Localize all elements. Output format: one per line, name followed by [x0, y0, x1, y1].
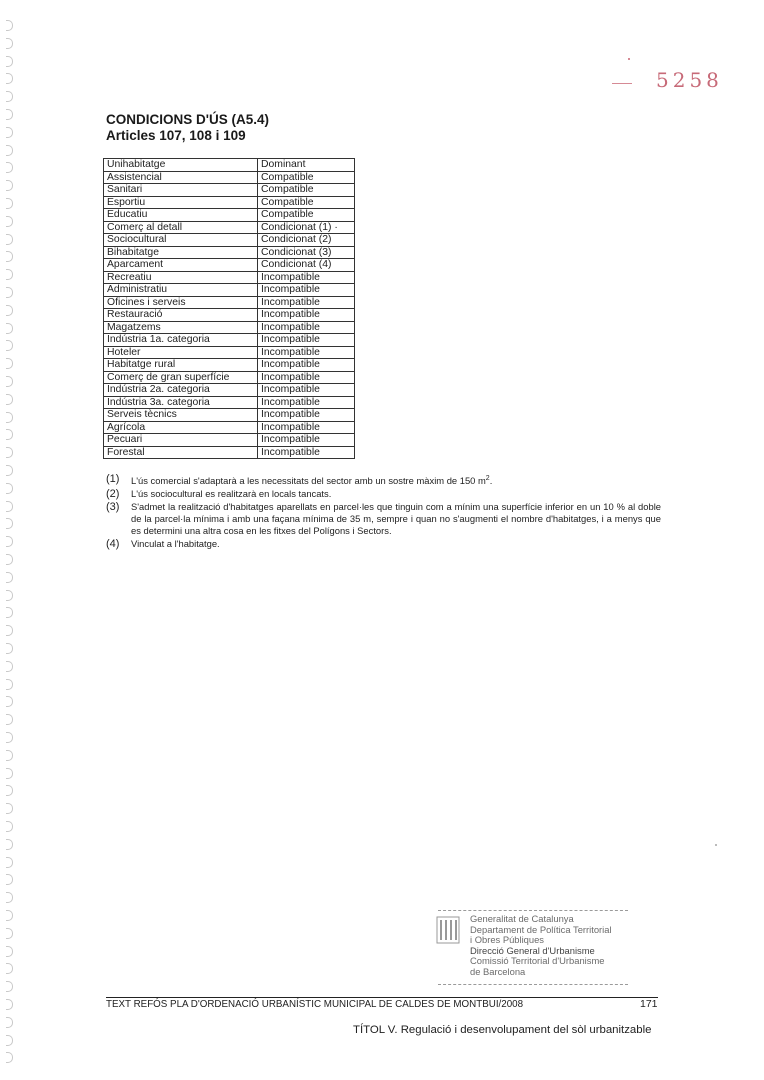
binder-hole: [6, 376, 13, 387]
binder-hole: [6, 892, 13, 903]
binder-hole: [6, 91, 13, 102]
section-heading: [106, 112, 269, 144]
use-name-cell: Habitatge rural: [104, 359, 258, 372]
use-name-cell: Restauració: [104, 309, 258, 322]
use-status-cell: Incompatible: [258, 409, 355, 422]
binder-hole: [6, 714, 13, 725]
chapter-title: TÍTOL V. Regulació i desenvolupament del sòl urbanitzable: [353, 1024, 652, 1036]
table-row: [104, 434, 355, 447]
binder-hole: [6, 145, 13, 156]
footnote: [106, 473, 661, 487]
use-name-cell: Indústria 3a. categoria: [104, 396, 258, 409]
stamp-line: Generalitat de Catalunya: [470, 913, 574, 924]
footnote-text: L'ús comercial s'adaptarà a les necessitats del sector amb un sostre màxim de 150 $m^2$.: [131, 475, 493, 487]
table-row: [104, 334, 355, 347]
binder-hole: [6, 1017, 13, 1028]
use-status-cell: Incompatible: [258, 384, 355, 397]
use-status-cell: Compatible: [258, 184, 355, 197]
use-status-cell: Dominant: [258, 159, 355, 172]
use-status-cell: Compatible: [258, 196, 355, 209]
binder-hole: [6, 910, 13, 921]
use-name-cell: Administratiu: [104, 284, 258, 297]
stamp-line: de Barcelona: [470, 965, 526, 977]
table-row: [104, 234, 355, 247]
use-status-cell: Incompatible: [258, 446, 355, 459]
use-name-cell: Esportiu: [104, 196, 258, 209]
footnotes: [106, 473, 661, 551]
table-row: [104, 371, 355, 384]
use-status-cell: Condicionat (4): [258, 259, 355, 272]
use-name-cell: Sanitari: [104, 184, 258, 197]
use-status-cell: Incompatible: [258, 309, 355, 322]
binder-hole: [6, 643, 13, 654]
binder-hole: [6, 447, 13, 458]
use-status-cell: Incompatible: [258, 321, 355, 334]
use-status-cell: Incompatible: [258, 271, 355, 284]
table-row: [104, 271, 355, 284]
table-row: [104, 196, 355, 209]
use-status-cell: Incompatible: [258, 284, 355, 297]
footnote: [106, 538, 661, 550]
binder-hole: [6, 127, 13, 138]
table-row: [104, 384, 355, 397]
use-name-cell: Indústria 1a. categoria: [104, 334, 258, 347]
binder-hole: [6, 180, 13, 191]
binder-hole: [6, 465, 13, 476]
use-status-cell: Incompatible: [258, 359, 355, 372]
footnote-text: L'ús sociocultural es realitzarà en locals tancats.: [131, 488, 332, 500]
stamp-text: [470, 914, 612, 978]
stamp-top-border: [438, 910, 628, 911]
registry-stamp-number: 5258: [656, 68, 723, 92]
use-status-cell: Compatible: [258, 171, 355, 184]
footnote-number: (1): [106, 473, 120, 485]
table-row: [104, 409, 355, 422]
binder-hole: [6, 732, 13, 743]
stamp-line: Direcció General d'Urbanisme: [470, 944, 595, 956]
use-status-cell: Incompatible: [258, 346, 355, 359]
scan-speck: [715, 844, 717, 846]
stamp-mark: [628, 58, 630, 60]
footnote-number: (2): [106, 488, 120, 501]
table-row: [104, 396, 355, 409]
footnote-text: S'admet la realització d'habitatges aparellats en parcel·les que tinguin com a mínim una superfície inferior en un 10 % al doble de la parcel·la mínima i amb una façana mínima de 35 m, sempre i quan no s'augmenti el nombre d'habitatges, i a menys que es determini una altra cosa en les fitxes del Polígons i Sectors.: [131, 501, 661, 537]
uses-table: [103, 158, 355, 459]
use-name-cell: Unihabitatge: [104, 159, 258, 172]
binder-hole: [6, 1052, 13, 1063]
table-row: [104, 296, 355, 309]
table-row: [104, 184, 355, 197]
binder-hole: [6, 394, 13, 405]
footnote: [106, 501, 661, 537]
binder-hole: [6, 340, 13, 351]
use-name-cell: Sociocultural: [104, 234, 258, 247]
binder-hole: [6, 607, 13, 618]
use-status-cell: Incompatible: [258, 371, 355, 384]
binder-hole: [6, 73, 13, 84]
use-status-cell: Condicionat (3): [258, 246, 355, 259]
binder-hole: [6, 981, 13, 992]
stamp-bottom-border: [438, 984, 628, 985]
use-name-cell: Assistencial: [104, 171, 258, 184]
stamp-line: Departament de Política Territorial: [470, 923, 612, 935]
use-name-cell: Indústria 2a. categoria: [104, 384, 258, 397]
generalitat-coat-of-arms-icon: [436, 916, 460, 946]
use-name-cell: Recreatiu: [104, 271, 258, 284]
binder-hole: [6, 590, 13, 601]
use-name-cell: Forestal: [104, 446, 258, 459]
table-row: [104, 171, 355, 184]
binder-hole: [6, 501, 13, 512]
binder-hole: [6, 287, 13, 298]
binder-holes: [6, 20, 16, 1070]
use-status-cell: Incompatible: [258, 434, 355, 447]
binder-hole: [6, 661, 13, 672]
binder-hole: [6, 625, 13, 636]
binder-hole: [6, 928, 13, 939]
binder-hole: [6, 251, 13, 262]
binder-hole: [6, 821, 13, 832]
use-name-cell: Magatzems: [104, 321, 258, 334]
binder-hole: [6, 56, 13, 67]
use-status-cell: Condicionat (1) ·: [258, 221, 355, 234]
table-row: [104, 309, 355, 322]
binder-hole: [6, 483, 13, 494]
table-row: [104, 259, 355, 272]
binder-hole: [6, 696, 13, 707]
binder-hole: [6, 20, 13, 31]
footer-rule: [106, 997, 658, 998]
section-subtitle: Articles 107, 108 i 109: [106, 128, 246, 143]
binder-hole: [6, 999, 13, 1010]
use-name-cell: Comerç de gran superfície: [104, 371, 258, 384]
use-name-cell: Oficines i serveis: [104, 296, 258, 309]
use-name-cell: Agrícola: [104, 421, 258, 434]
binder-hole: [6, 963, 13, 974]
binder-hole: [6, 358, 13, 369]
binder-hole: [6, 857, 13, 868]
table-row: [104, 159, 355, 172]
use-status-cell: Incompatible: [258, 396, 355, 409]
footnote-text: Vinculat a l'habitatge.: [131, 538, 220, 550]
binder-hole: [6, 429, 13, 440]
use-name-cell: Pecuari: [104, 434, 258, 447]
binder-hole: [6, 234, 13, 245]
table-row: [104, 446, 355, 459]
binder-hole: [6, 1035, 13, 1046]
use-name-cell: Aparcament: [104, 259, 258, 272]
table-row: [104, 359, 355, 372]
use-name-cell: Bihabitatge: [104, 246, 258, 259]
binder-hole: [6, 216, 13, 227]
binder-hole: [6, 768, 13, 779]
government-stamp: [434, 910, 630, 986]
binder-hole: [6, 162, 13, 173]
binder-hole: [6, 946, 13, 957]
footnote-number: (4): [106, 538, 120, 551]
stamp-dash: [612, 83, 632, 84]
binder-hole: [6, 198, 13, 209]
binder-hole: [6, 750, 13, 761]
binder-hole: [6, 323, 13, 334]
binder-hole: [6, 874, 13, 885]
table-row: [104, 246, 355, 259]
section-title: CONDICIONS D'ÚS (A5.4): [106, 112, 269, 127]
use-status-cell: Condicionat (2): [258, 234, 355, 247]
footer-document-title: TEXT REFÓS PLA D'ORDENACIÓ URBANÍSTIC MUNICIPAL DE CALDES DE MONTBUI/2008: [106, 999, 524, 1010]
table-row: [104, 284, 355, 297]
binder-hole: [6, 38, 13, 49]
use-status-cell: Incompatible: [258, 334, 355, 347]
table-row: [104, 421, 355, 434]
binder-hole: [6, 679, 13, 690]
table-row: [104, 209, 355, 222]
use-name-cell: Comerç al detall: [104, 221, 258, 234]
use-status-cell: Compatible: [258, 209, 355, 222]
use-status-cell: Incompatible: [258, 421, 355, 434]
binder-hole: [6, 412, 13, 423]
stamp-line: Comissió Territorial d'Urbanisme: [470, 955, 605, 967]
binder-hole: [6, 269, 13, 280]
table-row: [104, 346, 355, 359]
binder-hole: [6, 554, 13, 565]
binder-hole: [6, 109, 13, 120]
binder-hole: [6, 536, 13, 547]
binder-hole: [6, 839, 13, 850]
stamp-line: i Obres Públiques: [470, 934, 544, 946]
table-row: [104, 221, 355, 234]
binder-hole: [6, 785, 13, 796]
binder-hole: [6, 803, 13, 814]
use-name-cell: Educatiu: [104, 209, 258, 222]
binder-hole: [6, 572, 13, 583]
table-row: [104, 321, 355, 334]
use-name-cell: Hoteler: [104, 346, 258, 359]
binder-hole: [6, 305, 13, 316]
footnote-number: (3): [106, 501, 120, 514]
use-status-cell: Incompatible: [258, 296, 355, 309]
footnote: [106, 488, 661, 500]
use-name-cell: Serveis tècnics: [104, 409, 258, 422]
binder-hole: [6, 518, 13, 529]
page-number: 171: [640, 998, 658, 1010]
